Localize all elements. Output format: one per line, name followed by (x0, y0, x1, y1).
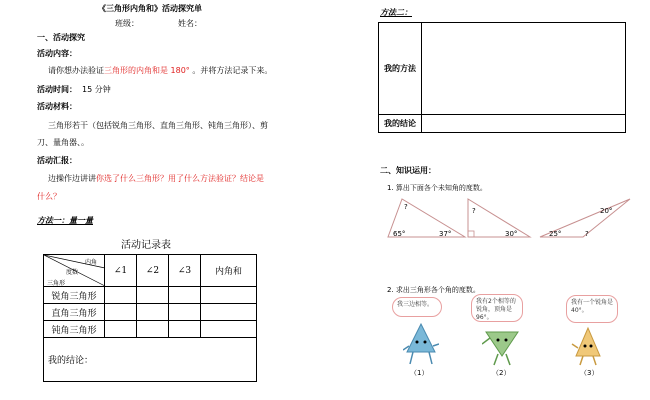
cell-obtuse-1[interactable] (105, 321, 137, 338)
conclusion-label: 我的结论： (48, 356, 94, 366)
question-2: 2. 求出三角形各个角的度数。 (387, 286, 480, 294)
equilateral-character (403, 322, 439, 366)
cell-right-1[interactable] (105, 304, 137, 321)
content-heading: 活动内容： (37, 49, 77, 58)
speech-bubble-1: 我三边相等。 (392, 297, 442, 317)
right-angle-mark (468, 231, 474, 237)
name-label: 姓名： (178, 19, 202, 28)
diagonal-header-cell (44, 255, 105, 287)
isosceles-character (482, 326, 522, 366)
cell-acute-3[interactable] (169, 287, 201, 304)
header-angle-sum: 内角和 (201, 255, 257, 287)
row-label-obtuse: 钝角三角形 (44, 321, 105, 338)
diag-label-triangle: 三角形 (47, 280, 66, 287)
figure-label-2: （2） (492, 369, 511, 377)
material-line-1: 三角形若干（包括锐角三角形、直角三角形、钝角三角形）、剪 (48, 121, 268, 130)
figure-label-1: （1） (410, 369, 429, 377)
cell-acute-2[interactable] (137, 287, 169, 304)
row-label-acute: 锐角三角形 (44, 287, 105, 304)
method-table (378, 22, 626, 133)
time-heading: 活动时间： (37, 85, 77, 94)
header-angle-1: ∠1 (105, 255, 137, 287)
material-line-2: 刀、量角器、。 (37, 138, 89, 147)
conclusion-cell[interactable] (44, 338, 257, 382)
section-activity-explore: 一、活动探究 (37, 33, 85, 42)
tri3-unknown: ? (585, 230, 589, 238)
cell-right-2[interactable] (137, 304, 169, 321)
speech-bubble-3: 我有一个锐角是40°。 (566, 295, 618, 323)
method-one-heading: 方法一：量一量 (37, 216, 93, 225)
cell-obtuse-sum[interactable] (201, 321, 257, 338)
my-method-label: 我的方法 (379, 23, 422, 115)
row-label-right: 直角三角形 (44, 304, 105, 321)
cell-right-3[interactable] (169, 304, 201, 321)
cell-acute-sum[interactable] (201, 287, 257, 304)
section-knowledge-use: 二、知识运用： (380, 166, 436, 175)
tri2-angle-a: 30° (505, 230, 518, 238)
worksheet-title: 《三角形内角和》活动探究单 (98, 4, 202, 13)
content-text: 请你想办法验证三角形的内角和是 180° 。并将方法记录下来。 (48, 66, 273, 75)
cell-obtuse-3[interactable] (169, 321, 201, 338)
my-method-cell[interactable] (422, 23, 626, 115)
question-1: 1. 算出下面各个未知角的度数。 (387, 184, 487, 192)
tri1-angle-a: 65° (393, 230, 406, 238)
cell-right-sum[interactable] (201, 304, 257, 321)
class-label: 班级： (115, 19, 139, 28)
cell-obtuse-2[interactable] (137, 321, 169, 338)
method-two-heading: 方法二： (380, 8, 412, 17)
header-angle-2: ∠2 (137, 255, 169, 287)
my-conclusion-label: 我的结论 (379, 115, 422, 133)
tri1-unknown: ? (404, 203, 408, 211)
material-heading: 活动材料： (37, 102, 77, 111)
speech-bubble-2: 我有2个相等的锐角，顶角是96°。 (471, 294, 523, 322)
cell-acute-1[interactable] (105, 287, 137, 304)
report-line-1: 边操作边讲讲你选了什么三角形？用了什么方法验证？结论是 (48, 174, 264, 183)
record-table (43, 254, 257, 382)
tri1-angle-b: 37° (439, 230, 452, 238)
my-conclusion-cell[interactable] (422, 115, 626, 133)
header-angle-3: ∠3 (169, 255, 201, 287)
triangle-2 (468, 199, 530, 237)
diag-label-degree: 度数 (66, 269, 79, 276)
tri3-angle-a: 25° (549, 230, 562, 238)
diag-label-angle: 内角 (85, 259, 98, 266)
right-triangle-character (570, 326, 606, 366)
report-heading: 活动汇报： (37, 156, 77, 165)
time-value: 15 分钟 (82, 85, 111, 94)
tri2-unknown: ? (472, 207, 476, 215)
figure-label-3: （3） (580, 369, 599, 377)
tri3-angle-b: 20° (600, 207, 613, 215)
record-table-title: 活动记录表 (121, 240, 171, 251)
report-line-2: 什么？ (37, 192, 61, 201)
